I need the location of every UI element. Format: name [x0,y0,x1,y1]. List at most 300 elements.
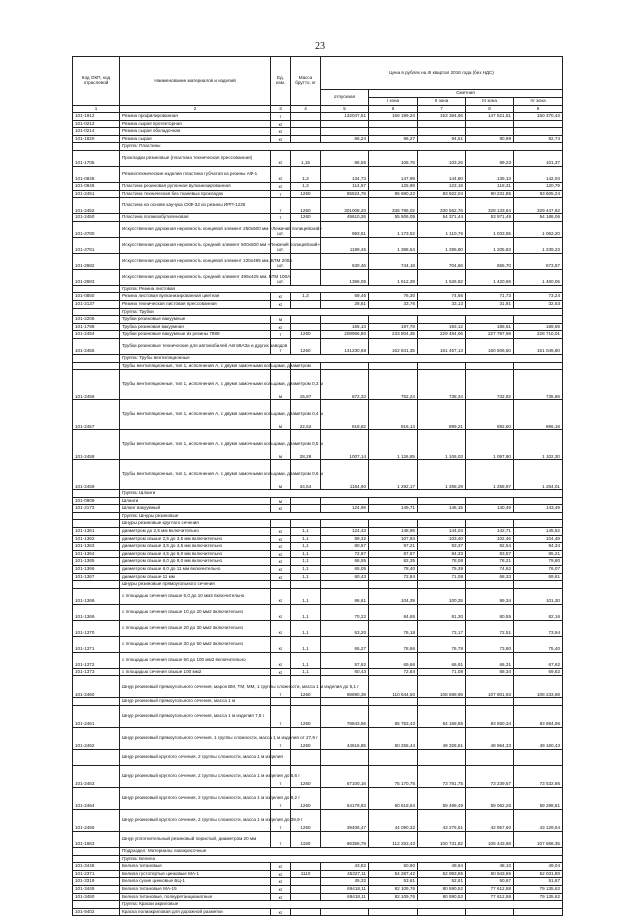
unit-cell: кг [271,182,291,190]
mass-cell [291,120,321,128]
price-zone4-cell [514,698,563,706]
name-cell: Шнур резиновый круглого сечения, 2 группы сложности, масса 1 м изделия до 9,2 г [120,788,271,810]
header-num: 8 [466,106,514,113]
price-zone3-cell: 66,31 [466,652,514,668]
code-cell: 101-2458 [73,430,120,460]
price-zone3-cell: 1 258,97 [466,460,514,490]
price-zone2-cell: 52,61 [418,878,466,886]
mass-cell [291,113,321,121]
table-row [73,316,563,324]
price-zone4-cell [514,316,563,324]
price-zone2-cell [418,908,466,916]
unit-cell: кг [271,885,291,893]
header-name: Наименование материалов и изделий [120,57,271,106]
price-zone1-cell: 125,98 [369,182,418,190]
unit-cell: т [271,788,291,810]
price-zone4-cell: 735,86 [514,370,563,400]
price-zone1-cell: 84,65 [369,604,418,620]
mass-cell [291,520,321,528]
mass-cell: 1,1 [291,543,321,551]
group-title: Группа: Краски акриловые [120,901,563,909]
name-cell: Белила титановые [120,863,271,871]
price-release-cell [321,750,369,766]
price-release-cell: 818,82 [321,400,369,430]
unit-cell: шт. [271,269,291,285]
mass-cell [291,505,321,513]
unit-cell: т [271,198,291,214]
price-zone2-cell: 74,66 [418,293,466,301]
price-zone2-cell: 100 731,82 [418,832,466,848]
price-zone2-cell: 75,39 [418,566,466,574]
price-zone1-cell: 752,24 [369,370,418,400]
price-zone4-cell: 69,82 [514,668,563,676]
name-cell: с площадью сечения свыше 5,0 до 10 мм2 включительно [120,588,271,604]
table-row [73,331,563,339]
name-cell: Трубы вентиляционные, тип 1, исполнения А, с двумя замочными кольцами, диаметром 0,3 м [120,370,271,400]
unit-cell: м [271,430,291,460]
price-zone1-cell: 112 253,43 [369,832,418,848]
price-zone3-cell: 118,31 [466,182,514,190]
price-zone2-cell: 33,13 [418,300,466,308]
price-zone1-cell: 87,87 [369,550,418,558]
price-release-cell [321,120,369,128]
price-release-cell: 86,61 [321,588,369,604]
mass-cell: 1,1 [291,668,321,676]
mass-cell [291,878,321,886]
price-zone3-cell: 50,67 [466,878,514,886]
unit-cell: кг [271,636,291,652]
price-release-cell: 85524,76 [321,190,369,198]
table-row [73,588,563,604]
price-release-cell: 208966,80 [321,331,369,339]
table-row [73,293,563,301]
price-release-cell: 86,24 [321,135,369,143]
price-zone2-cell [418,316,466,324]
price-zone2-cell: 153 384,66 [418,113,466,121]
price-release-cell: 96356,79 [321,832,369,848]
mass-cell: 1,3 [291,166,321,182]
price-zone1-cell: 82 109,76 [369,893,418,901]
price-zone2-cell: 103,26 [418,150,466,166]
table-row [73,668,563,676]
price-zone4-cell: 108 233,68 [514,676,563,698]
code-cell: 101-2463 [73,766,120,788]
header-num: 6 [369,106,418,113]
name-cell: с площадью сечения свыше 30 до 50 мм2 включительно [120,636,271,652]
price-zone4-cell: 73,24 [514,293,563,301]
price-release-cell: 114,67 [321,182,369,190]
table-row [73,166,563,182]
price-zone2-cell: 123,18 [418,182,466,190]
name-cell: диаметром свыше 11 мм [120,573,271,581]
table-row [73,370,563,400]
price-zone2-cell: 78,08 [418,558,466,566]
mass-cell [291,323,321,331]
price-zone4-cell [514,362,563,370]
group-row [73,285,563,293]
mass-cell [291,698,321,706]
price-zone3-cell: 59 062,26 [466,788,514,810]
price-zone1-cell: 110 644,50 [369,676,418,698]
unit-cell: т [271,728,291,750]
price-zone2-cell: 73 781,75 [418,766,466,788]
mass-cell [291,135,321,143]
table-row [73,550,563,558]
price-release-cell [321,520,369,528]
code-cell: 101-2462 [73,728,120,750]
mass-cell: 1,1 [291,566,321,574]
code-cell: 101-2454 [73,331,120,339]
mass-cell: 1,1 [291,636,321,652]
price-zone2-cell [418,128,466,136]
price-release-cell [321,908,369,916]
price-release-cell [321,362,369,370]
code-cell: 101-2371 [73,870,120,878]
code-cell: 101-2459 [73,460,120,490]
code-cell: 101-1370 [73,620,120,636]
price-zone2-cell: 144,80 [418,166,466,182]
price-zone4-cell: 49,04 [514,863,563,871]
name-cell: Резина сырая обкладочная [120,128,271,136]
table-row [73,214,563,222]
price-zone4-cell: 79 135,62 [514,885,563,893]
price-zone2-cell: 146,15 [418,505,466,513]
table-row [73,766,563,788]
price-zone2-cell: 76,78 [418,636,466,652]
code-cell: 101-0213 [73,120,120,128]
price-zone1-cell [369,520,418,528]
price-zone3-cell: 140,49 [466,505,514,513]
table-row [73,338,563,354]
table-row [73,750,563,766]
price-zone3-cell: 48,10 [466,863,514,871]
price-zone3-cell: 83 550,34 [466,706,514,728]
price-zone4-cell [514,581,563,589]
mass-cell: 1260 [291,766,321,788]
price-table [72,56,563,916]
unit-cell: кг [271,558,291,566]
unit-cell: шт. [271,253,291,269]
mass-cell: 1260 [291,331,321,339]
name-cell: диаметром до 2,5 мм включительно [120,528,271,536]
price-zone2-cell: 84,33 [418,550,466,558]
price-release-cell: 44616,85 [321,728,369,750]
name-cell: Резина профилированная [120,113,271,121]
code-cell: 101-2456 [73,370,120,400]
price-zone1-cell: 33,76 [369,300,418,308]
table-row [73,676,563,698]
price-zone1-cell: 744,18 [369,253,418,269]
price-zone4-cell: 150 370,43 [514,113,563,121]
table-row [73,832,563,848]
table-row [73,543,563,551]
price-zone3-cell: 80,55 [466,604,514,620]
mass-cell: 1260 [291,338,321,354]
unit-cell: кг [271,505,291,513]
price-zone4-cell: 189,59 [514,323,563,331]
price-zone1-cell: 95 690,22 [369,190,418,198]
price-release-cell [321,128,369,136]
name-cell: диаметром свыше 4,5 до 6,0 мм включительно [120,550,271,558]
price-zone3-cell: 1 033,55 [466,221,514,237]
price-zone1-cell: 76,18 [369,620,418,636]
group-title: Группа: Резина листовая [120,285,563,293]
code-cell: 101-9402 [73,908,120,916]
name-cell: Белила титановые, полиуретанцианатные [120,893,271,901]
price-release-cell: 98890,39 [321,676,369,698]
price-zone4-cell: 75,40 [514,636,563,652]
price-zone2-cell: 93,37 [418,543,466,551]
price-zone2-cell: 71,08 [418,573,466,581]
price-zone1-cell: 60 619,64 [369,788,418,810]
price-zone4-cell: 79,80 [514,558,563,566]
name-cell: Трубка резиновая вакуумная [120,323,271,331]
group-code-cell [73,512,120,520]
name-cell: Шнуры резиновые круглого сечения [120,520,271,528]
code-cell: 101-2137 [73,300,120,308]
table-row [73,430,563,460]
name-cell: Трубы вентиляционные, тип 1, исполнения А, с двумя замочными кольцами, диаметром 0,6 м [120,460,271,490]
code-cell: 101-1367 [73,573,120,581]
mass-cell [291,269,321,285]
name-cell: Резина техническая листовая прессованная [120,300,271,308]
price-zone2-cell: 1 526,82 [418,269,466,285]
price-zone3-cell: 77 612,58 [466,885,514,893]
price-release-cell: 28,61 [321,300,369,308]
price-release-cell: 1366,05 [321,269,369,285]
name-cell: Шнур резиновый круглого сечения, 2 группы сложности, масса 1 м изделия до 39,9 г [120,810,271,832]
name-cell: Искусственная дорожная неровность концевой элемент 250х500 мм «Лежачий полицейский» [120,221,271,237]
code-cell [73,698,120,706]
name-cell: Шнуры резиновые прямоугольного сечения [120,581,271,589]
price-zone3-cell: 72,51 [466,620,514,636]
header-unit: Ед. изм. [271,57,291,106]
table-row [73,636,563,652]
price-release-cell: 1154,90 [321,460,369,490]
table-row [73,190,563,198]
price-release-cell: 132047,51 [321,113,369,121]
unit-cell [271,698,291,706]
code-cell: 101-0214 [73,128,120,136]
mass-cell: 1260 [291,728,321,750]
table-row [73,135,563,143]
price-zone3-cell: 185,61 [466,323,514,331]
name-cell: Пластина резиновая рулонная вулканизированная [120,182,271,190]
table-header [73,57,563,113]
unit-cell: кг [271,550,291,558]
price-zone4-cell: 69,81 [514,573,563,581]
header-num: 4 [291,106,321,113]
unit-cell: кг [271,870,291,878]
table-row [73,885,563,893]
table-row [73,128,563,136]
price-zone3-cell: 73,80 [466,636,514,652]
price-zone4-cell: 1 239,23 [514,237,563,253]
price-zone1-cell: 78,40 [369,566,418,574]
table-row [73,863,563,871]
mass-cell: 1260 [291,810,321,832]
price-zone1-cell: 53,61 [369,878,418,886]
price-zone4-cell: 32,53 [514,300,563,308]
price-zone3-cell: 42 957,60 [466,810,514,832]
unit-cell: кг [271,528,291,536]
unit-cell: т [271,810,291,832]
price-release-cell: 39406,47 [321,810,369,832]
name-cell: Трубы вентиляционные, тип 1, исполнения А, с двумя замочными кольцами, диаметром 0,5 м [120,430,271,460]
price-release-cell [321,698,369,706]
name-cell: Резина сырая [120,135,271,143]
group-row [73,143,563,151]
group-row [73,354,563,362]
mass-cell: 1150 [291,832,321,848]
price-zone4-cell: 145,52 [514,528,563,536]
table-row [73,497,563,505]
price-zone3-cell: 107 801,93 [466,676,514,698]
price-zone1-cell: 147,99 [369,166,418,182]
price-zone1-cell: 72,84 [369,573,418,581]
header-num: 9 [514,106,563,113]
mass-cell [291,581,321,589]
group-code-cell [73,285,120,293]
price-zone2-cell: 94,51 [418,135,466,143]
price-zone3-cell [466,750,514,766]
unit-cell: т [271,706,291,728]
price-zone2-cell: 1 268,29 [418,460,466,490]
unit-cell: т [271,338,291,354]
unit-cell: т [271,331,291,339]
code-cell: 101-1362 [73,535,120,543]
name-cell: Искусственная дорожная неровность средний элемент 495х425 мм, БТМ 100А [120,269,271,285]
price-zone3-cell: 90,99 [466,135,514,143]
price-zone3-cell [466,316,514,324]
unit-cell: кг [271,588,291,604]
table-row [73,604,563,620]
price-release-cell: 49610,26 [321,214,369,222]
code-cell: 101-1663 [73,832,120,848]
price-release-cell: 85,55 [321,150,369,166]
code-cell: 101-1365 [73,558,120,566]
header-num: 5 [321,106,369,113]
code-cell: 101-2173 [73,505,120,513]
price-zone2-cell [418,520,466,528]
table-row [73,706,563,728]
header-release: отпускная [321,90,369,106]
code-cell [73,520,120,528]
price-zone3-cell: 31,91 [466,300,514,308]
mass-cell: 1260 [291,706,321,728]
price-zone1-cell: 96,27 [369,135,418,143]
group-code-cell [73,143,120,151]
name-cell: Трубки резиновые вакуумные из резины 7889 [120,331,271,339]
code-cell: 101-2460 [73,676,120,698]
price-zone3-cell: 1 205,83 [466,237,514,253]
mass-cell: 1,1 [291,588,321,604]
price-zone1-cell: 107,84 [369,535,418,543]
price-zone4-cell: 49 160,43 [514,728,563,750]
price-zone2-cell [418,120,466,128]
price-release-cell: 69418,11 [321,893,369,901]
code-cell: 101-2780 [73,221,120,237]
name-cell: Трубы вентиляционные, тип 1, исполнения А, с двумя замочными кольцами, диаметром [120,362,271,370]
code-cell: 101-1361 [73,528,120,536]
unit-cell: м [271,316,291,324]
code-cell: 101-1705 [73,150,120,166]
price-zone4-cell: 76,07 [514,566,563,574]
price-zone4-cell: 85,21 [514,550,563,558]
price-zone1-cell: 105,76 [369,150,418,166]
price-zone1-cell: 85 753,43 [369,706,418,728]
code-cell: 101-1363 [73,543,120,551]
code-cell: 101-1798 [73,323,120,331]
price-zone4-cell: 73 532,86 [514,766,563,788]
code-cell: 101-2465 [73,810,120,832]
table-body [73,113,563,916]
price-zone2-cell [418,362,466,370]
price-zone3-cell: 99,23 [466,150,514,166]
price-zone3-cell: 50 943,66 [466,870,514,878]
price-zone3-cell: 655,70 [466,253,514,269]
code-cell: 101-2457 [73,400,120,430]
unit-cell: кг [271,573,291,581]
name-cell: Белила густотертые цинковые МА-1 [120,870,271,878]
unit-cell: т [271,676,291,698]
mass-cell [291,750,321,766]
price-release-cell [321,497,369,505]
name-cell: Пластина техническая без тканевых прокладок [120,190,271,198]
price-release-cell: 54179,83 [321,788,369,810]
price-zone2-cell: 71,08 [418,668,466,676]
price-zone1-cell: 916,14 [369,400,418,430]
price-zone4-cell: 82,16 [514,604,563,620]
group-title: Группа: Белила [120,855,563,863]
table-row [73,253,563,269]
price-zone1-cell [369,362,418,370]
price-zone3-cell: 68,34 [466,668,514,676]
code-cell: 101-2464 [73,788,120,810]
price-zone4-cell [514,128,563,136]
name-cell: диаметром свыше 3,5 до 4,5 мм включительно [120,543,271,551]
unit-cell: кг [271,535,291,543]
mass-cell [291,863,321,871]
price-zone2-cell: 1 295,90 [418,237,466,253]
price-release-cell: 45327,11 [321,870,369,878]
price-release-cell: 1199,45 [321,237,369,253]
unit-cell: кг [271,120,291,128]
price-zone1-cell: 1 388,54 [369,237,418,253]
price-zone4-cell: 896,18 [514,400,563,430]
price-zone1-cell: 336 786,02 [369,198,418,214]
price-zone2-cell: 43 275,61 [418,810,466,832]
price-zone4-cell [514,750,563,766]
mass-cell [291,300,321,308]
price-zone4-cell: 94,34 [514,543,563,551]
code-cell: 101-3450 [73,893,120,901]
unit-cell: м [271,497,291,505]
price-zone1-cell: 148,95 [369,528,418,536]
table-row [73,573,563,581]
name-cell: Шланг вакуумный [120,505,271,513]
price-zone2-cell [418,750,466,766]
mass-cell: 1260 [291,214,321,222]
price-zone4-cell: 51,67 [514,878,563,886]
header-zone-4: IV зона [514,98,563,106]
name-cell: диаметром свыше 6,0 до 8,0 мм включительно [120,558,271,566]
table-row [73,362,563,370]
mass-cell: 1260 [291,676,321,698]
price-release-cell: 89,32 [321,535,369,543]
price-release-cell: 993,61 [321,221,369,237]
price-zone3-cell: 77 612,58 [466,893,514,901]
